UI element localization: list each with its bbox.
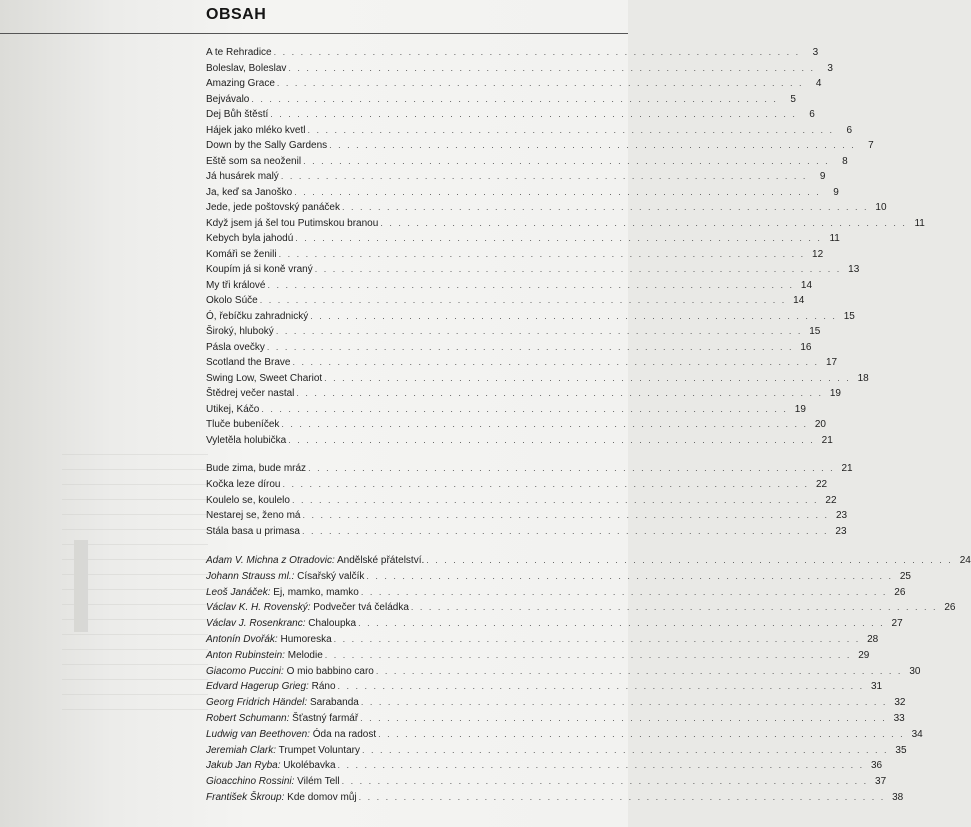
entry-title-wrap <box>206 493 290 509</box>
dot-leader: . . . . . . . . . . . . . . . . . . . . . . . . . . . . . . . . . . . . . . . . . . . . . . . . . . . . . . . . . . . <box>341 776 869 787</box>
toc-entry <box>206 477 828 493</box>
dot-leader: . . . . . . . . . . . . . . . . . . . . . . . . . . . . . . . . . . . . . . . . . . . . . . . . . . . . . . . . . . . <box>270 109 797 119</box>
dot-leader: . . . . . . . . . . . . . . . . . . . . . . . . . . . . . . . . . . . . . . . . . . . . . . . . . . . . . . . . . . . <box>341 202 869 212</box>
toc-entry <box>206 355 838 371</box>
toc-entry <box>206 340 812 356</box>
entry-title-wrap <box>206 711 358 727</box>
entry-composer: Robert Schumann: <box>206 712 290 724</box>
entry-title-wrap <box>206 340 265 356</box>
entry-title-wrap <box>206 569 364 585</box>
entry-page-number: 21 <box>821 434 833 446</box>
section-gap <box>206 448 540 461</box>
entry-composer: Ludwig van Beethoven: <box>206 728 310 740</box>
entry-page-number: 29 <box>858 649 870 661</box>
dot-leader: . . . . . . . . . . . . . . . . . . . . . . . . . . . . . . . . . . . . . . . . . . . . . . . . . . . . . . . . . . . <box>337 760 865 771</box>
dot-leader: . . . . . . . . . . . . . . . . . . . . . . . . . . . . . . . . . . . . . . . . . . . . . . . . . . . . . . . . . . . <box>273 47 801 57</box>
entry-composer: Edvard Hagerup Grieg: <box>206 681 309 693</box>
entry-page-number: 18 <box>857 372 869 384</box>
entry-title: Když jsem já šel tou Putimskou branou <box>206 217 379 229</box>
entry-title: Swing Low, Sweet Chariot <box>206 372 323 384</box>
entry-composer: Václav K. H. Rovenský: <box>206 602 311 614</box>
dot-leader: . . . . . . . . . . . . . . . . . . . . . . . . . . . . . . . . . . . . . . . . . . . . . . . . . . . . . . . . . . . <box>275 326 803 336</box>
entry-title: Eště som sa neoženil <box>206 155 302 167</box>
entry-title-wrap <box>206 324 274 340</box>
entry-title-wrap <box>206 185 292 201</box>
entry-page-number: 35 <box>895 744 907 756</box>
entry-title: Chaloupka <box>308 618 357 630</box>
entry-page-number: 22 <box>815 478 828 490</box>
entry-title: Nestarej se, ženo má <box>206 510 301 522</box>
entry-title: Humoreska <box>280 633 332 645</box>
entry-page-number: 3 <box>827 62 833 74</box>
toc-entry <box>206 493 837 509</box>
dot-leader: . . . . . . . . . . . . . . . . . . . . . . . . . . . . . . . . . . . . . . . . . . . . . . . . . . . . . . . . . . . <box>301 526 829 537</box>
entry-title: Ukolébavka <box>283 760 336 772</box>
dot-leader: . . . . . . . . . . . . . . . . . . . . . . . . . . . . . . . . . . . . . . . . . . . . . . . . . . . . . . . . . . . <box>251 93 778 104</box>
entry-title: Císařský valčík <box>297 570 365 582</box>
dot-leader: . . . . . . . . . . . . . . . . . . . . . . . . . . . . . . . . . . . . . . . . . . . . . . . . . . . . . . . . . . . <box>329 140 856 150</box>
dot-leader: . . . . . . . . . . . . . . . . . . . . . . . . . . . . . . . . . . . . . . . . . . . . . . . . . . . . . . . . . . . <box>380 217 907 228</box>
entry-page-number: 12 <box>812 248 824 260</box>
entry-title-wrap <box>206 477 281 493</box>
dot-leader: . . . . . . . . . . . . . . . . . . . . . . . . . . . . . . . . . . . . . . . . . . . . . . . . . . . . . . . . . . . <box>324 372 851 383</box>
toc-entry <box>206 600 956 616</box>
entry-composer: Jeremiah Clark: <box>206 744 277 756</box>
entry-title: Scotland the Brave <box>206 357 291 368</box>
entry-page-number: 33 <box>893 712 905 724</box>
entry-page-number: 7 <box>868 140 874 151</box>
dot-leader: . . . . . . . . . . . . . . . . . . . . . . . . . . . . . . . . . . . . . . . . . . . . . . . . . . . . . . . . . . . <box>259 295 787 305</box>
toc-entry <box>206 790 904 806</box>
toc-entry <box>206 61 833 77</box>
dot-leader: . . . . . . . . . . . . . . . . . . . . . . . . . . . . . . . . . . . . . . . . . . . . . . . . . . . . . . . . . . . <box>360 697 888 708</box>
toc-entry <box>206 76 822 92</box>
entry-title-wrap <box>206 402 259 418</box>
section-gap <box>206 540 540 553</box>
dot-leader: . . . . . . . . . . . . . . . . . . . . . . . . . . . . . . . . . . . . . . . . . . . . . . . . . . . . . . . . . . . <box>281 419 808 429</box>
entry-title: Jede, jede poštovský panáček <box>206 202 340 213</box>
entry-title: Štědrej večer nastal <box>206 388 295 399</box>
entry-title: Podvečer tvá čeládka <box>313 602 409 614</box>
entry-title: Trumpet Voluntary <box>278 744 360 756</box>
toc-entry <box>206 774 887 790</box>
toc-entry <box>206 92 796 108</box>
entry-title: Boleslav, Boleslav <box>206 62 287 74</box>
entry-page-number: 14 <box>793 295 805 306</box>
toc-entry <box>206 585 906 601</box>
entry-title-wrap <box>206 92 249 108</box>
dot-leader: . . . . . . . . . . . . . . . . . . . . . . . . . . . . . . . . . . . . . . . . . . . . . . . . . . . . . . . . . . . <box>410 602 938 613</box>
entry-title-wrap <box>206 553 424 569</box>
entry-title-wrap <box>206 231 293 247</box>
toc-entry <box>206 200 887 216</box>
dot-leader: . . . . . . . . . . . . . . . . . . . . . . . . . . . . . . . . . . . . . . . . . . . . . . . . . . . . . . . . . . . <box>303 155 830 166</box>
entry-title: Široký, hluboký <box>206 326 274 337</box>
toc-entry <box>206 154 848 170</box>
entry-composer: Anton Rubinstein: <box>206 649 285 661</box>
toc-entry <box>206 743 907 759</box>
toc-entry <box>206 553 971 569</box>
entry-title: Stála basa u primasa <box>206 526 300 538</box>
dot-leader: . . . . . . . . . . . . . . . . . . . . . . . . . . . . . . . . . . . . . . . . . . . . . . . . . . . . . . . . . . . <box>296 388 823 398</box>
toc-entry <box>206 417 826 433</box>
entry-page-number: 19 <box>829 388 841 399</box>
dot-leader: . . . . . . . . . . . . . . . . . . . . . . . . . . . . . . . . . . . . . . . . . . . . . . . . . . . . . . . . . . . <box>360 712 887 723</box>
entry-page-number: 38 <box>892 791 904 803</box>
dot-leader: . . . . . . . . . . . . . . . . . . . . . . . . . . . . . . . . . . . . . . . . . . . . . . . . . . . . . . . . . . . <box>366 570 893 581</box>
entry-title: Koupím já si koně vraný <box>206 264 313 275</box>
toc-entry <box>206 123 853 139</box>
entry-title: Andělské přátelství. <box>336 554 425 566</box>
dot-leader: . . . . . . . . . . . . . . . . . . . . . . . . . . . . . . . . . . . . . . . . . . . . . . . . . . . . . . . . . . . <box>358 618 885 629</box>
entry-title: Ej, mamko, mamko <box>273 586 359 598</box>
dot-leader: . . . . . . . . . . . . . . . . . . . . . . . . . . . . . . . . . . . . . . . . . . . . . . . . . . . . . . . . . . . <box>276 78 804 88</box>
toc-entry <box>206 309 855 325</box>
entry-title: Kde domov můj <box>287 791 357 803</box>
dot-leader: . . . . . . . . . . . . . . . . . . . . . . . . . . . . . . . . . . . . . . . . . . . . . . . . . . . . . . . . . . . <box>278 248 806 259</box>
entry-composer: Leoš Janáček: <box>206 586 271 598</box>
entry-title-wrap <box>206 508 301 524</box>
dot-leader: . . . . . . . . . . . . . . . . . . . . . . . . . . . . . . . . . . . . . . . . . . . . . . . . . . . . . . . . . . . <box>261 403 788 414</box>
entry-page-number: 3 <box>812 47 819 58</box>
entry-title: Dej Bůh štěstí <box>206 109 269 120</box>
entry-title: Já husárek malý <box>206 171 279 182</box>
toc-entry <box>206 727 923 743</box>
entry-title-wrap <box>206 743 360 759</box>
dot-leader: . . . . . . . . . . . . . . . . . . . . . . . . . . . . . . . . . . . . . . . . . . . . . . . . . . . . . . . . . . . <box>282 478 810 489</box>
entry-title-wrap <box>206 774 340 790</box>
toc-entry <box>206 293 805 309</box>
entry-title-wrap <box>206 632 332 648</box>
entry-page-number: 32 <box>894 697 906 709</box>
entry-page-number: 28 <box>867 633 879 645</box>
entry-page-number: 27 <box>891 618 903 630</box>
toc-entry <box>206 278 813 294</box>
entry-title-wrap <box>206 61 286 77</box>
entry-title-wrap <box>206 293 258 309</box>
entry-page-number: 13 <box>848 264 860 275</box>
entry-page-number: 9 <box>833 186 839 198</box>
entry-title: Vilém Tell <box>297 776 340 788</box>
toc-entry <box>206 45 819 61</box>
entry-title-wrap <box>206 107 268 123</box>
entry-title: Koulelo se, koulelo <box>206 494 290 506</box>
entry-title-wrap <box>206 727 376 743</box>
toc-entry <box>206 324 821 340</box>
page-title: OBSAH <box>206 6 267 23</box>
entry-page-number: 25 <box>899 570 911 582</box>
dot-leader: . . . . . . . . . . . . . . . . . . . . . . . . . . . . . . . . . . . . . . . . . . . . . . . . . . . . . . . . . . . <box>358 791 886 802</box>
toc-entry <box>206 508 848 524</box>
toc-entry <box>206 616 903 632</box>
toc-entry <box>206 461 853 477</box>
toc-entry <box>206 231 840 247</box>
entry-title-wrap <box>206 355 291 371</box>
dot-leader: . . . . . . . . . . . . . . . . . . . . . . . . . . . . . . . . . . . . . . . . . . . . . . . . . . . . . . . . . . . <box>294 186 821 197</box>
toc-entry <box>206 138 874 154</box>
dot-leader: . . . . . . . . . . . . . . . . . . . . . . . . . . . . . . . . . . . . . . . . . . . . . . . . . . . . . . . . . . . <box>360 586 888 597</box>
toc-entry <box>206 648 870 664</box>
entry-page-number: 11 <box>914 217 925 229</box>
entry-page-number: 6 <box>846 124 853 136</box>
entry-title-wrap <box>206 247 277 263</box>
entry-composer: Adam V. Michna z Otradovic: <box>206 554 335 566</box>
entry-title-wrap <box>206 695 359 711</box>
entry-title: Melodie <box>287 649 323 661</box>
entry-page-number: 4 <box>815 78 822 89</box>
entry-title: Utikej, Káčo <box>206 403 260 415</box>
entry-title: Ó, řebíčku zahradnický <box>206 310 309 322</box>
entry-page-number: 30 <box>909 665 921 677</box>
entry-title-wrap <box>206 386 294 402</box>
entry-title: A te Rehradice <box>206 47 272 58</box>
toc-section <box>206 461 853 540</box>
entry-page-number: 21 <box>841 463 853 474</box>
dot-leader: . . . . . . . . . . . . . . . . . . . . . . . . . . . . . . . . . . . . . . . . . . . . . . . . . . . . . . . . . . . <box>266 341 794 352</box>
entry-title-wrap <box>206 600 409 616</box>
entry-page-number: 37 <box>875 776 887 788</box>
entry-title: Komáři se ženili <box>206 248 277 260</box>
toc-entry <box>206 632 879 648</box>
entry-title-wrap <box>206 169 279 185</box>
entry-title: O mio babbino caro <box>286 665 374 677</box>
entry-title: Óda na radost <box>312 728 377 740</box>
entry-title: Bejvávalo <box>206 93 250 105</box>
dot-leader: . . . . . . . . . . . . . . . . . . . . . . . . . . . . . . . . . . . . . . . . . . . . . . . . . . . . . . . . . . . <box>378 728 905 739</box>
entry-page-number: 22 <box>825 494 837 506</box>
entry-composer: Georg Fridrich Händel: <box>206 697 308 709</box>
dot-leader: . . . . . . . . . . . . . . . . . . . . . . . . . . . . . . . . . . . . . . . . . . . . . . . . . . . . . . . . . . . <box>295 233 822 243</box>
table-of-contents <box>206 45 971 806</box>
entry-title-wrap <box>206 154 301 170</box>
toc-entry <box>206 524 847 540</box>
entry-title-wrap <box>206 45 272 61</box>
entry-page-number: 8 <box>842 155 848 167</box>
entry-page-number: 36 <box>870 760 883 772</box>
entry-page-number: 17 <box>825 357 838 368</box>
entry-composer: Johann Strauss ml.: <box>206 570 295 582</box>
entry-title: Okolo Súče <box>206 295 258 306</box>
entry-title: Ráno <box>311 681 336 693</box>
entry-title-wrap <box>206 616 356 632</box>
entry-title: My tři králové <box>206 279 266 291</box>
toc-section <box>206 45 925 448</box>
entry-title: Kočka leze dírou <box>206 478 281 490</box>
entry-title-wrap <box>206 679 336 695</box>
dot-leader: . . . . . . . . . . . . . . . . . . . . . . . . . . . . . . . . . . . . . . . . . . . . . . . . . . . . . . . . . . . <box>307 124 835 135</box>
dot-leader: . . . . . . . . . . . . . . . . . . . . . . . . . . . . . . . . . . . . . . . . . . . . . . . . . . . . . . . . . . . <box>375 665 903 676</box>
entry-page-number: 31 <box>870 681 883 693</box>
entry-page-number: 15 <box>843 310 855 322</box>
dot-leader: . . . . . . . . . . . . . . . . . . . . . . . . . . . . . . . . . . . . . . . . . . . . . . . . . . . . . . . . . . . <box>314 264 842 274</box>
entry-title-wrap <box>206 262 313 278</box>
entry-page-number: 10 <box>875 202 887 213</box>
dot-leader: . . . . . . . . . . . . . . . . . . . . . . . . . . . . . . . . . . . . . . . . . . . . . . . . . . . . . . . . . . . <box>291 494 819 505</box>
title-rule <box>0 33 628 34</box>
dot-leader: . . . . . . . . . . . . . . . . . . . . . . . . . . . . . . . . . . . . . . . . . . . . . . . . . . . . . . . . . . . <box>308 463 835 473</box>
dot-leader: . . . . . . . . . . . . . . . . . . . . . . . . . . . . . . . . . . . . . . . . . . . . . . . . . . . . . . . . . . . <box>292 357 820 367</box>
entry-title-wrap <box>206 123 305 139</box>
toc-entry <box>206 262 860 278</box>
entry-title: Ja, keď sa Janoško <box>206 186 293 198</box>
dot-leader: . . . . . . . . . . . . . . . . . . . . . . . . . . . . . . . . . . . . . . . . . . . . . . . . . . . . . . . . . . . <box>361 744 889 755</box>
entry-title: Amazing Grace <box>206 78 275 89</box>
toc-entry <box>206 569 911 585</box>
entry-title-wrap <box>206 585 359 601</box>
entry-title-wrap <box>206 417 279 433</box>
dot-leader: . . . . . . . . . . . . . . . . . . . . . . . . . . . . . . . . . . . . . . . . . . . . . . . . . . . . . . . . . . . <box>333 633 861 644</box>
entry-title: Tluče bubeníček <box>206 419 280 430</box>
dot-leader: . . . . . . . . . . . . . . . . . . . . . . . . . . . . . . . . . . . . . . . . . . . . . . . . . . . . . . . . . . . <box>302 510 830 521</box>
entry-page-number: 14 <box>800 279 813 291</box>
entry-page-number: 20 <box>814 419 826 430</box>
entry-title: Sarabanda <box>309 697 359 709</box>
entry-title-wrap <box>206 648 323 664</box>
entry-title-wrap <box>206 664 374 680</box>
entry-composer: Jakub Jan Ryba: <box>206 760 281 772</box>
entry-page-number: 23 <box>835 510 848 522</box>
entry-page-number: 11 <box>829 233 840 244</box>
entry-title-wrap <box>206 524 300 540</box>
entry-page-number: 34 <box>911 728 923 740</box>
entry-page-number: 26 <box>894 586 906 598</box>
dot-leader: . . . . . . . . . . . . . . . . . . . . . . . . . . . . . . . . . . . . . . . . . . . . . . . . . . . . . . . . . . . <box>288 434 815 445</box>
toc-entry <box>206 216 925 232</box>
toc-entry <box>206 402 806 418</box>
entry-page-number: 19 <box>794 403 806 415</box>
entry-title-wrap <box>206 371 322 387</box>
toc-entry <box>206 433 833 449</box>
entry-page-number: 23 <box>835 526 847 538</box>
entry-title-wrap <box>206 76 275 92</box>
entry-title-wrap <box>206 433 286 449</box>
entry-page-number: 15 <box>809 326 821 337</box>
dot-leader: . . . . . . . . . . . . . . . . . . . . . . . . . . . . . . . . . . . . . . . . . . . . . . . . . . . . . . . . . . . <box>310 310 837 321</box>
toc-entry <box>206 679 883 695</box>
dot-leader: . . . . . . . . . . . . . . . . . . . . . . . . . . . . . . . . . . . . . . . . . . . . . . . . . . . . . . . . . . . <box>426 554 953 565</box>
entry-composer: Antonín Dvořák: <box>206 633 278 645</box>
dot-leader: . . . . . . . . . . . . . . . . . . . . . . . . . . . . . . . . . . . . . . . . . . . . . . . . . . . . . . . . . . . <box>267 279 795 290</box>
entry-title: Hájek jako mléko kvetl <box>206 124 306 136</box>
toc-entry <box>206 664 921 680</box>
toc-entry <box>206 169 826 185</box>
toc-entry <box>206 371 869 387</box>
entry-title: Down by the Sally Gardens <box>206 140 328 151</box>
entry-title-wrap <box>206 461 306 477</box>
entry-title-wrap <box>206 278 265 294</box>
entry-title-wrap <box>206 758 336 774</box>
entry-title-wrap <box>206 216 378 232</box>
show-through-shadow <box>18 440 208 810</box>
entry-page-number: 24 <box>959 554 971 566</box>
entry-page-number: 5 <box>790 93 796 105</box>
toc-entry <box>206 185 839 201</box>
entry-title-wrap <box>206 790 357 806</box>
entry-title-wrap <box>206 200 340 216</box>
dot-leader: . . . . . . . . . . . . . . . . . . . . . . . . . . . . . . . . . . . . . . . . . . . . . . . . . . . . . . . . . . . <box>324 649 852 660</box>
entry-title: Pásla ovečky <box>206 341 265 353</box>
entry-page-number: 9 <box>819 171 826 182</box>
entry-composer: František Škroup: <box>206 791 285 803</box>
toc-entry <box>206 386 841 402</box>
entry-title: Vyletěla holubička <box>206 434 287 446</box>
entry-page-number: 16 <box>800 341 812 353</box>
toc-entry <box>206 758 883 774</box>
toc-entry <box>206 695 906 711</box>
entry-composer: Václav J. Rosenkranc: <box>206 618 306 630</box>
toc-section <box>206 553 971 806</box>
toc-entry <box>206 247 824 263</box>
entry-page-number: 26 <box>944 602 956 614</box>
entry-page-number: 6 <box>809 109 815 120</box>
entry-title: Šťastný farmář <box>292 712 359 724</box>
entry-title: Bude zima, bude mráz <box>206 463 307 474</box>
entry-title-wrap <box>206 138 327 154</box>
entry-composer: Giacomo Puccini: <box>206 665 284 677</box>
entry-title: Kebych byla jahodú <box>206 233 294 244</box>
dot-leader: . . . . . . . . . . . . . . . . . . . . . . . . . . . . . . . . . . . . . . . . . . . . . . . . . . . . . . . . . . . <box>288 62 815 73</box>
dot-leader: . . . . . . . . . . . . . . . . . . . . . . . . . . . . . . . . . . . . . . . . . . . . . . . . . . . . . . . . . . . <box>337 681 865 692</box>
dot-leader: . . . . . . . . . . . . . . . . . . . . . . . . . . . . . . . . . . . . . . . . . . . . . . . . . . . . . . . . . . . <box>280 171 808 181</box>
toc-entry <box>206 711 905 727</box>
entry-composer: Gioacchino Rossini: <box>206 776 295 788</box>
entry-title-wrap <box>206 309 308 325</box>
toc-entry <box>206 107 815 123</box>
